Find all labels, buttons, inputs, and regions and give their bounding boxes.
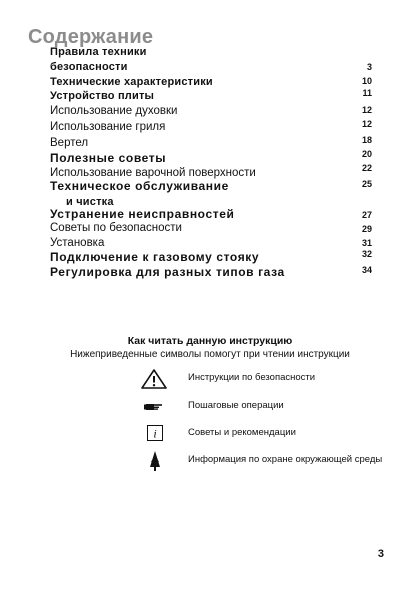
howto-subtitle: Нижеприведенные символы помогут при чтении инструкции [70,349,350,360]
toc-entry-title: безопасности [50,61,128,73]
toc-entry [0,45,420,61]
toc-entry [0,89,420,105]
toc-entry-title: Использование духовки [50,105,178,117]
toc-entry [0,60,420,76]
toc-entry [0,179,420,195]
toc-entry-title: Подключение к газовому стояку [50,250,260,264]
toc-entry-page: 12 [361,119,372,129]
warning-triangle-icon [140,368,168,390]
toc-entry [0,250,420,266]
toc-entry-page: 22 [361,163,372,173]
toc-entry-page: 32 [361,249,372,259]
toc-entry-page: 11 [362,88,372,98]
toc-entry-page: 29 [361,224,372,234]
pointing-hand-icon [140,396,168,418]
legend-label: Информация по охране окружающей среды [188,454,383,465]
toc-entry-page: 27 [361,210,372,220]
toc-entry-page: 31 [361,238,372,248]
toc-entry-page: 3 [366,62,372,72]
toc-entry [0,104,420,120]
toc-entry-page: 10 [361,76,372,86]
legend-item [0,368,420,390]
toc-entry-title: Техническое обслуживание [50,179,229,193]
svg-text:i: i [153,426,157,441]
toc-entry [0,221,420,237]
toc-entry-page: 20 [361,149,372,159]
legend-item [0,450,420,472]
toc-entry [0,265,420,281]
toc-entry-title: Использование варочной поверхности [50,167,256,179]
toc-entry-page: 25 [361,179,372,189]
tree-icon [140,450,168,472]
toc-entry-page: 34 [361,265,372,275]
toc-entry-title: Регулировка для разных типов газа [50,265,285,279]
legend-label: Советы и рекомендации [188,427,296,438]
toc-entry-page: 12 [361,105,372,115]
toc-entry-title: Использование гриля [50,121,166,133]
toc-entry-title: Вертел [50,137,89,149]
toc-entry-title: и чистка [66,196,114,208]
page-number: 3 [377,548,384,560]
toc-entry-title: Установка [50,237,105,249]
toc-entry [0,120,420,136]
legend-label: Инструкции по безопасности [188,372,316,383]
toc-entry-title: Устройство плиты [50,90,155,102]
toc-entry-title: Правила техники [50,46,147,58]
legend-item [0,396,420,418]
legend-item [0,423,420,445]
toc-entry-title: Технические характеристики [50,76,213,88]
info-box-icon [140,423,168,445]
page-title: Содержание [28,26,154,48]
legend-label: Пошаговые операции [188,400,284,411]
toc-entry-page: 18 [361,135,372,145]
toc-entry-title: Советы по безопасности [50,222,182,234]
toc-entry-title: Полезные советы [50,151,167,165]
howto-title: Как читать данную инструкцию [127,335,293,347]
toc-entry-title: Устранение неисправностей [50,207,235,221]
